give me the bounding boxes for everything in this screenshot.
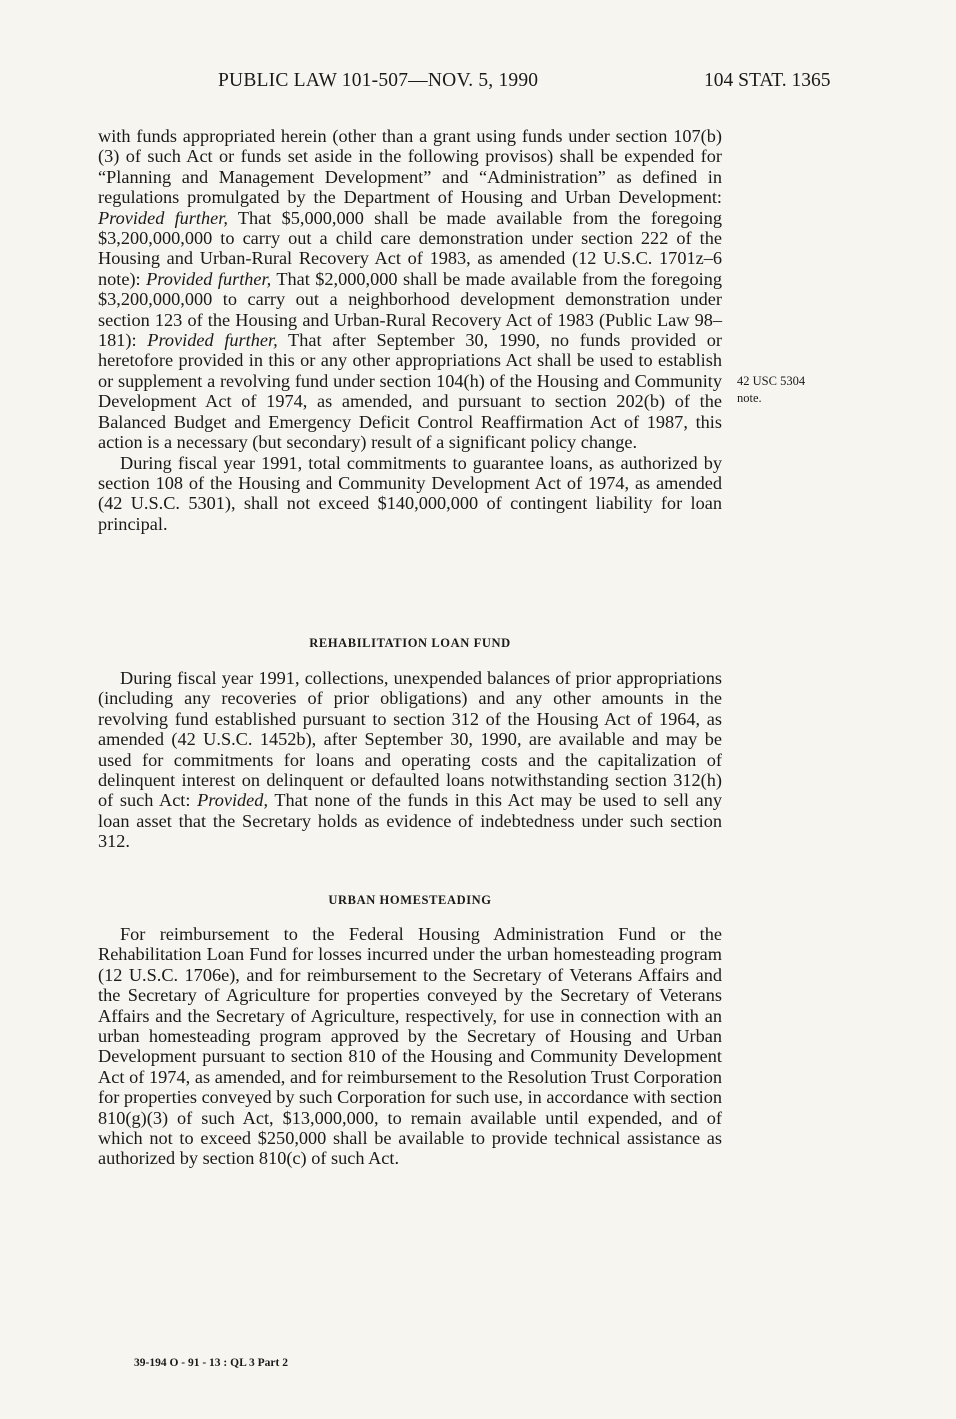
loan-guarantee-paragraph: During fiscal year 1991, total commitments to guarantee loans, as authorized by section 108 of the Housing and Community Development Act of 1974, as amended (42 U.S.C. 5301), shall not exceed $140,000,000 of contingent liability for loan principal. <box>98 452 722 534</box>
urban-homesteading-paragraph: For reimbursement to the Federal Housing Administration Fund or the Rehabilitation Loan Fund for losses incurred under the urban homesteading program (12 U.S.C. 1706e), and for reimbursement to the Secretary of Veterans Affairs and the Secretary of Agriculture for properties conveyed by the Secretary of Veterans Affairs and the Secretary of Agriculture, respectively, for use in connection with an urban homesteading program approved by the Secretary of Housing and Urban Development pursuant to section 810 of the Housing and Community Development Act of 1974, as amended, and for reimbursement to the Resolution Trust Corporation for properties conveyed by such Corporation for such use, in accordance with section 810(g)(3) of such Act, $13,000,000, to remain available until expended, and of which not to exceed $250,000 shall be available to provide technical assistance as authorized by section 810(c) of such Act. <box>98 924 722 1169</box>
para1-text-c: That $5,000,000 shall be made available from the foregoing $3,200,000,000 to carry out a child care demonstration under section 222 of the Housing and Urban-Rural Recovery Act of 1983, as amended (12 U.S.C. 1701z–6 note): <box>98 207 722 289</box>
para1-text-e: That $2,000,000 shall be made available from the foregoing $3,200,000,000 to carry out a neighborhood development demonstration under section 123 of the Housing and Urban-Rural Recovery Act of 1983 (Public Law 98–181): <box>98 268 722 351</box>
para1-text-a: with funds appropriated herein (other than a grant using funds under section 107(b)(3) of such Act or funds set aside in the following provisos) shall be expended for “Planning and Management Development” and “Administration” as defined in regulations promulgated by the Department of Housing and Urban Development: <box>98 126 722 208</box>
section-heading-rehabilitation: REHABILITATION LOAN FUND <box>309 636 511 650</box>
urban-homesteading-paragraph-block <box>98 924 722 1169</box>
margin-note-line1: 42 USC 5304 <box>737 374 806 388</box>
running-head: PUBLIC LAW 101-507—NOV. 5, 1990 <box>218 70 539 91</box>
margin-note-line2: note. <box>737 391 762 405</box>
rehabilitation-paragraph-block <box>98 668 722 852</box>
proviso-italic: Provided, <box>197 790 269 811</box>
margin-note <box>737 373 847 407</box>
print-job-code: 39-194 O - 91 - 13 : QL 3 Part 2 <box>134 1357 288 1369</box>
rehabilitation-paragraph <box>98 668 722 852</box>
section-heading-urban-homesteading: URBAN HOMESTEADING <box>328 893 492 907</box>
rehab-text-a: During fiscal year 1991, collections, unexpended balances of prior appropriations (including any recoveries of prior obligations) and any other amounts in the revolving fund established pursuant to section 312 of the Housing Act of 1964, as amended (42 U.S.C. 1452b), after September 30, 1990, are available and may be used for commitments for loans and operating costs and the capitalization of delinquent interest on delinquent or defaulted loans notwithstanding section 312(h) of such Act: <box>98 668 722 811</box>
proviso-italic: Provided further, <box>98 207 228 228</box>
continued-paragraph <box>98 126 722 453</box>
continued-paragraph-block <box>98 126 722 534</box>
stat-page-number: 104 STAT. 1365 <box>704 70 831 91</box>
proviso-italic: Provided further, <box>147 330 278 351</box>
proviso-italic: Provided further, <box>146 268 272 289</box>
rehab-text-c: That none of the funds in this Act may be used to sell any loan asset that the Secretary holds as evidence of indebtedness under such section 312. <box>98 790 723 852</box>
para1-text-g: That after September 30, 1990, no funds provided or heretofore provided in this or any other appropriations Act shall be used to establish or supplement a revolving fund under section 104(h) of the Housing and Community Development Act of 1974, as amended, and pursuant to section 202(b) of the Balanced Budget and Emergency Deficit Control Reaffirmation Act of 1987, this action is a necessary (but secondary) result of a significant policy change. <box>98 330 722 453</box>
